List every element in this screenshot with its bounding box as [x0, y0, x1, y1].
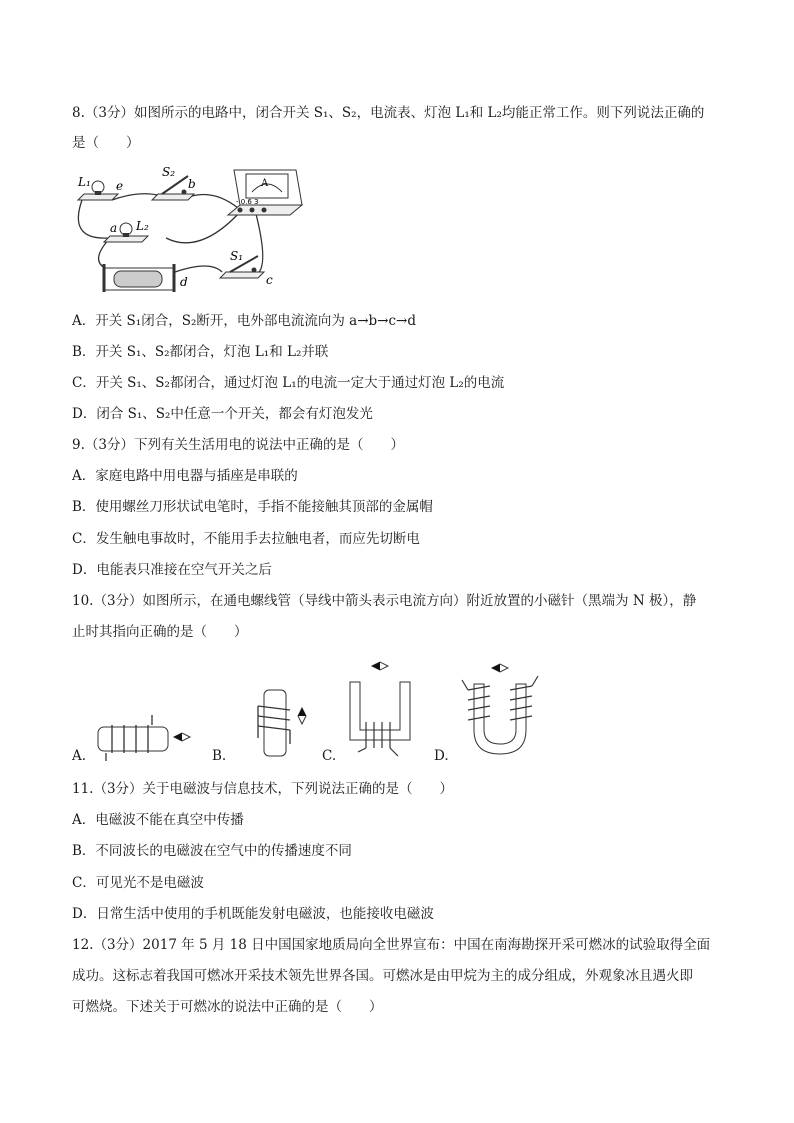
q10-stem-line1: 10.（3分）如图所示，在通电螺线管（导线中箭头表示电流方向）附近放置的小磁针（黑端为 N 极），静: [72, 593, 697, 609]
q11-option-d: D．日常生活中使用的手机既能发射电磁波，也能接收电磁波: [72, 906, 434, 922]
q9-option-d: D．电能表只准接在空气开关之后: [72, 562, 272, 578]
q11-option-a: A．电磁波不能在真空中传播: [72, 812, 244, 828]
label-a: a: [110, 221, 118, 235]
label-e: e: [116, 179, 124, 193]
q12-stem-line1: 12.（3分）2017 年 5 月 18 日中国国家地质局向全世界宣布：中国在南海勘探开采可燃冰的试验取得全面: [72, 937, 711, 953]
battery-icon: [104, 264, 174, 292]
solenoid-b-figure: [232, 688, 312, 760]
label-d: d: [180, 275, 188, 289]
q9-option-c: C．发生触电事故时，不能用手去拉触电者，而应先切断电: [72, 531, 420, 547]
label-s1: S₁: [230, 249, 244, 263]
q8-circuit-figure: [70, 160, 320, 300]
solenoid-d-figure: [456, 660, 542, 760]
q9-option-b: B．使用螺丝刀形状试电笔时，手指不能接触其顶部的金属帽: [72, 499, 433, 515]
solenoid-c-figure: [344, 658, 418, 762]
q8-stem-line1: 8.（3分）如图所示的电路中，闭合开关 S₁、S₂，电流表、灯泡 L₁和 L₂均能正常工作。则下列说法正确的: [72, 105, 705, 121]
q11-option-b: B．不同波长的电磁波在空气中的传播速度不同: [72, 843, 352, 859]
label-l2: L₂: [136, 219, 149, 233]
q12-stem-line3: 可燃烧。下述关于可燃冰的说法中正确的是（ ）: [72, 999, 383, 1015]
label-b: b: [188, 177, 196, 191]
q8-option-b: B．开关 S₁、S₂都闭合，灯泡 L₁和 L₂并联: [72, 344, 329, 360]
label-s2: S₂: [162, 165, 176, 179]
q12-stem-line2: 成功。这标志着我国可燃冰开采技术领先世界各国。可燃冰是由甲烷为主的成分组成，外观象冰且遇火即: [72, 968, 693, 984]
label-l1: L₁: [78, 175, 91, 189]
ammeter-scale: - 0.6 3: [236, 198, 259, 206]
ammeter-icon: [228, 170, 302, 215]
q10-option-d-label: D.: [434, 748, 449, 764]
q9-stem: 9.（3分）下列有关生活用电的说法中正确的是（ ）: [72, 437, 404, 453]
q10-option-a-label: A.: [72, 748, 87, 764]
ammeter-letter: A: [261, 178, 269, 189]
q11-option-c: C．可见光不是电磁波: [72, 875, 204, 891]
q10-option-c-label: C.: [322, 748, 337, 764]
q8-option-d: D．闭合 S₁、S₂中任意一个开关，都会有灯泡发光: [72, 406, 373, 422]
label-c: c: [266, 273, 273, 287]
q10-stem-line2: 止时其指向正确的是（ ）: [72, 624, 248, 640]
q8-option-a: A．开关 S₁闭合，S₂断开，电外部电流流向为 a→b→c→d: [72, 313, 416, 329]
q8-stem-line2: 是（ ）: [72, 135, 140, 151]
solenoid-a-figure: [92, 715, 192, 763]
q8-option-c: C．开关 S₁、S₂都闭合，通过灯泡 L₁的电流一定大于通过灯泡 L₂的电流: [72, 375, 505, 391]
q10-option-b-label: B.: [212, 748, 227, 764]
q9-option-a: A．家庭电路中用电器与插座是串联的: [72, 468, 298, 484]
q11-stem: 11.（3分）关于电磁波与信息技术，下列说法正确的是（ ）: [72, 781, 454, 797]
